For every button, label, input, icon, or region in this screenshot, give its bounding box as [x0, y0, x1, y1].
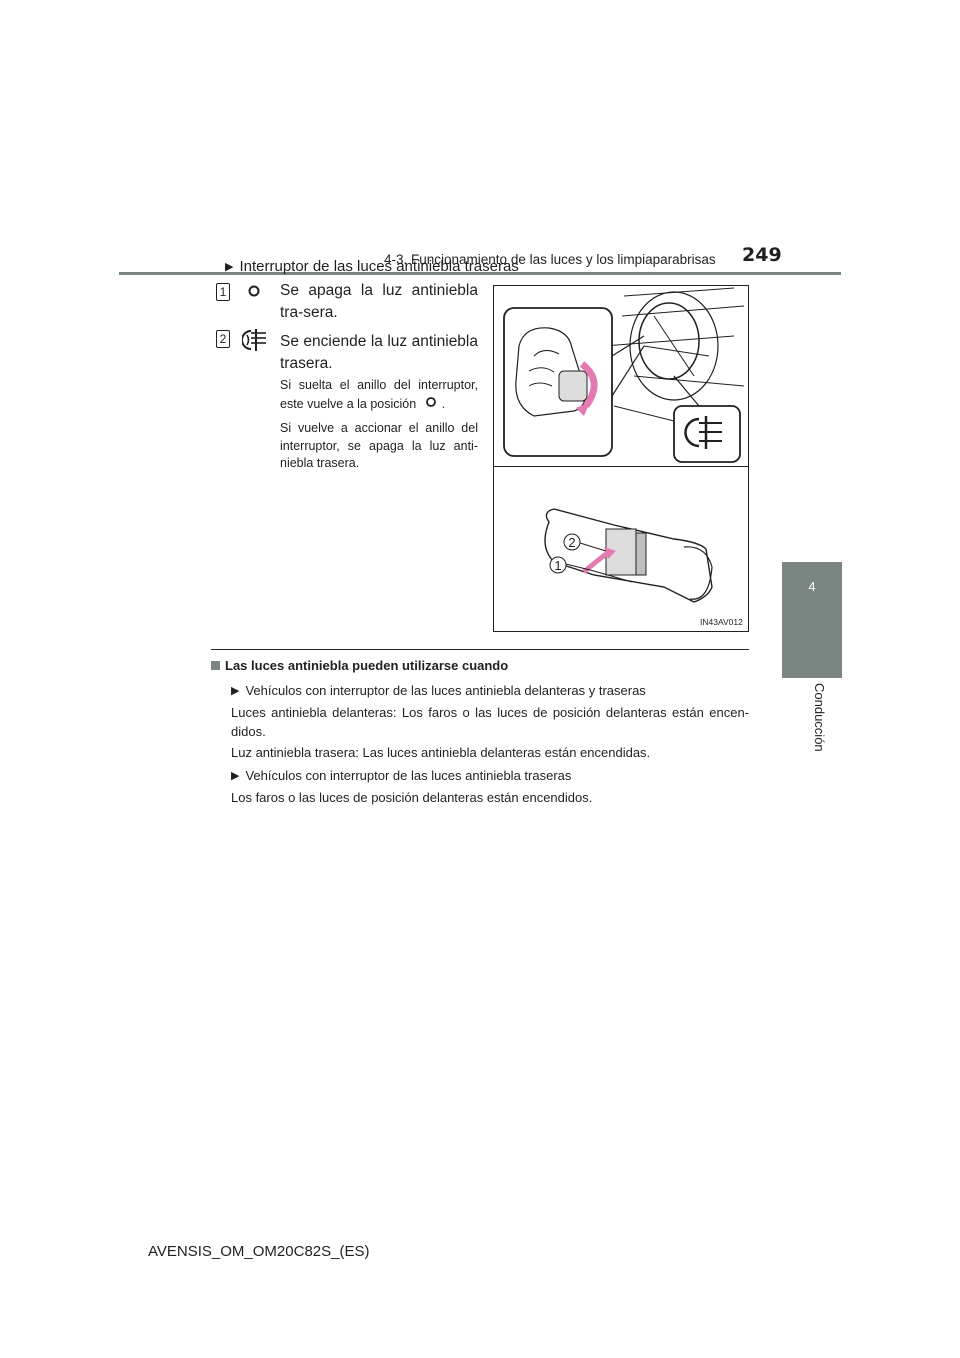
bullet-1 [231, 681, 749, 702]
square-bullet-icon [211, 661, 220, 670]
footer-code: AVENSIS_OM_OM20C82S_(ES) [148, 1243, 370, 1260]
note-1 [280, 377, 478, 414]
section-rule [211, 649, 749, 650]
chapter-label: Conducción [812, 683, 827, 752]
bullet-1-text: Vehículos con interruptor de las luces antiniebla delanteras y traseras [245, 683, 646, 698]
item-2-text: Se enciende la luz antiniebla trasera. [280, 333, 478, 372]
section-title [211, 658, 508, 673]
section-title-text: Las luces antiniebla pueden utilizarse cuando [225, 658, 509, 673]
item-1-text: Se apaga la luz antiniebla tra-sera. [280, 282, 478, 321]
para-2: Luz antiniebla trasera: Las luces antiniebla delanteras están encendidas. [231, 745, 651, 760]
note-1-end: . [441, 396, 446, 411]
dashboard-illustration [494, 286, 748, 466]
triangle-bullet-icon: ▶ [231, 770, 240, 782]
para-3: Los faros o las luces de posición delanteras están encendidos. [231, 790, 593, 805]
rear-fog-light-icon [242, 327, 270, 353]
item-number-2: 2 [216, 330, 230, 348]
note-1-text: Si suelta el anillo del interruptor, este vuelve a la posición [280, 378, 478, 411]
item-number-1: 1 [216, 283, 230, 301]
note-2: Si vuelve a accionar el anillo del interruptor, se apaga la luz anti-niebla trasera. [280, 421, 478, 470]
subheading-text: Interruptor de las luces antiniebla traseras [239, 258, 519, 275]
chapter-number: 4 [808, 579, 816, 594]
triangle-bullet-icon: ▶ [225, 261, 234, 273]
stalk-illustration [494, 467, 748, 631]
off-circle-icon-inline [420, 395, 442, 415]
para-1: Luces antiniebla delanteras: Los faros o las luces de posición delanteras están encen-didos. [231, 705, 749, 739]
header-section-title: 4-3. Funcionamiento de las luces y los limpiaparabrisas [384, 252, 716, 267]
bullet-2 [231, 766, 749, 787]
triangle-bullet-icon: ▶ [231, 685, 240, 697]
off-circle-icon [246, 283, 262, 299]
bullet-2-text: Vehículos con interruptor de las luces antiniebla traseras [245, 768, 572, 783]
page-number: 249 [742, 244, 782, 266]
figure-label-1: 1 [554, 558, 562, 573]
subheading [225, 258, 519, 275]
figure-label-2: 2 [568, 535, 576, 550]
figure-id: IN43AV012 [700, 617, 743, 627]
